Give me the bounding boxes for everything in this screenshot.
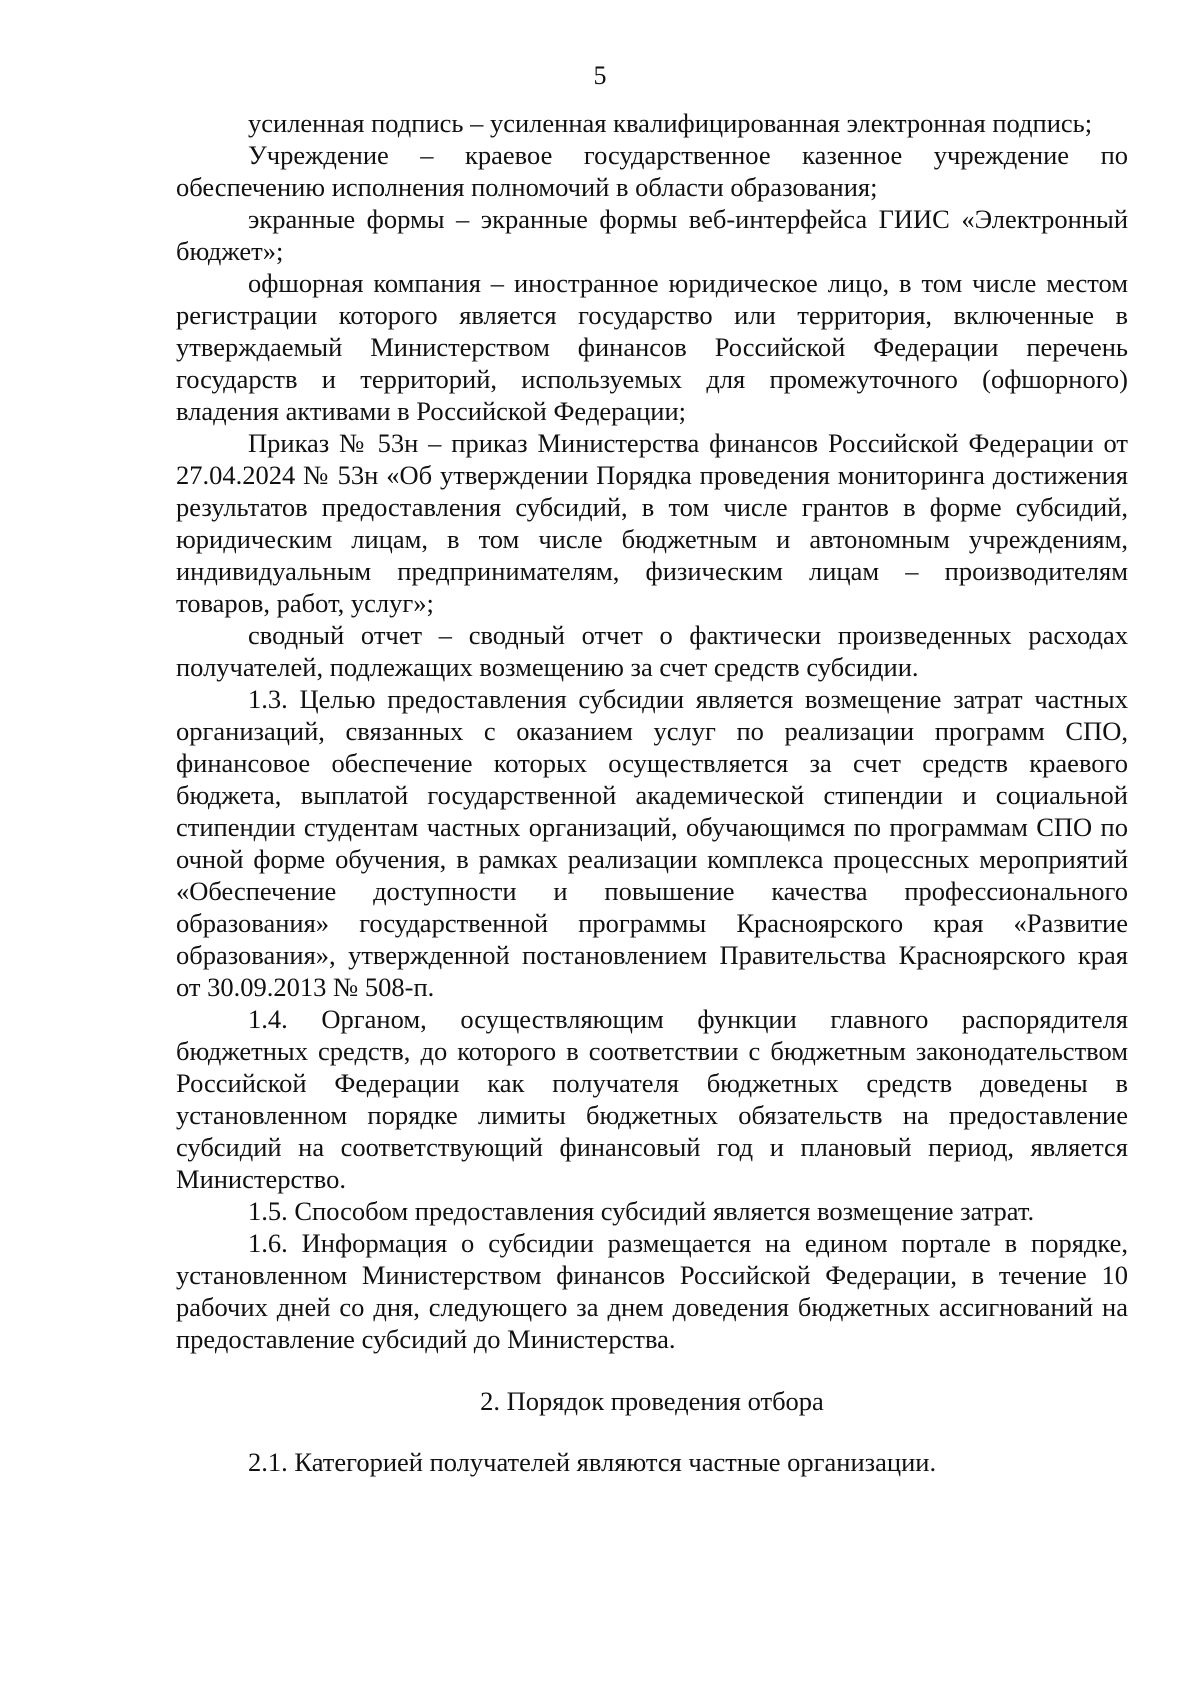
page-number: 5 [593,61,607,90]
document-body [176,107,1128,1478]
section-heading: 2. Порядок проведения отбора [480,1386,824,1416]
clause-1-5: 1.5. Способом предоставления субсидий является возмещение затрат. [248,1196,1035,1226]
definition-strengthened-signature: усиленная подпись – усиленная квалифицированная электронная подпись; [248,108,1093,138]
definition-summary-report: сводный отчет – сводный отчет о фактически произведенных расходах получателей, подлежащих возмещению за счет средств субсидии. [176,620,1128,682]
definition-offshore-company: офшорная компания – иностранное юридическое лицо, в том числе местом регистрации которого является государство или территория, включенные в утверждаемый Министерством финансов Российской Федерации перечень государств и территорий, используемых для промежуточного (офшорного) владения активами в Российской Федерации; [176,268,1128,426]
clause-1-3: 1.3. Целью предоставления субсидии является возмещение затрат частных организаций, связанных с оказанием услуг по реализации программ СПО, финансовое обеспечение которых осуществляется за счет средств краевого бюджета, выплатой государственной академической стипендии и социальной стипендии студентам частных организаций, обучающимся по программам СПО по очной форме обучения, в рамках реализации комплекса процессных мероприятий «Обеспечение доступности и повышение качества профессионального образования» государственной программы Красноярского края «Развитие образования», утвержденной постановлением Правительства Красноярского края от 30.09.2013 № 508-п. [176,684,1128,1002]
clause-1-6: 1.6. Информация о субсидии размещается на едином портале в порядке, установленном Министерством финансов Российской Федерации, в течение 10 рабочих дней со дня, следующего за днем доведения бюджетных ассигнований на предоставление субсидий до Министерства. [176,1228,1128,1354]
clause-2-1: 2.1. Категорией получателей являются частные организации. [248,1447,937,1477]
clause-1-4: 1.4. Органом, осуществляющим функции главного распорядителя бюджетных средств, до которого в соответствии с бюджетным законодательством Российской Федерации как получателя бюджетных средств доведены в установленном порядке лимиты бюджетных обязательств на предоставление субсидий на соответствующий финансовый год и плановый период, является Министерство. [176,1004,1128,1194]
definition-order-53n: Приказ № 53н – приказ Министерства финансов Российской Федерации от 27.04.2024 № 53н «Об утверждении Порядка проведения мониторинга достижения результатов предоставления субсидий, в том числе грантов в форме субсидий, юридическим лицам, в том числе бюджетным и автономным учреждениям, индивидуальным предпринимателям, физическим лицам – производителям товаров, работ, услуг»; [176,428,1128,618]
definition-institution: Учреждение – краевое государственное казенное учреждение по обеспечению исполнения полномочий в области образования; [176,140,1128,202]
definition-screen-forms: экранные формы – экранные формы веб-интерфейса ГИИС «Электронный бюджет»; [176,204,1128,266]
